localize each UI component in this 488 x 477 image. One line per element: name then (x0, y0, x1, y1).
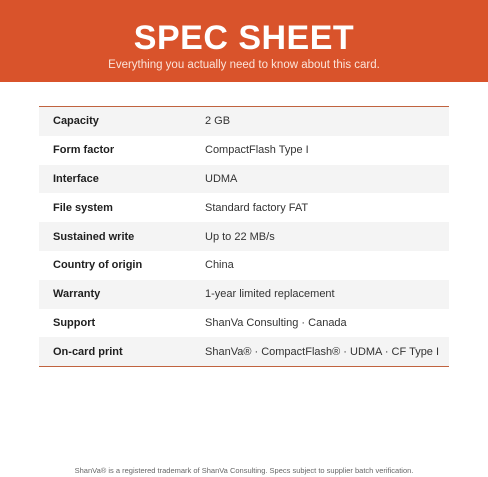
spec-label: Country of origin (53, 259, 143, 272)
spec-value: ShanVa® · CompactFlash® · UDMA · CF Type I (205, 345, 440, 358)
spec-value: Standard factory FAT (205, 201, 309, 214)
spec-value: Up to 22 MB/s (205, 230, 275, 243)
spec-value: UDMA (205, 172, 238, 185)
spec-row-warranty (39, 280, 449, 309)
spec-label: Warranty (53, 288, 101, 301)
spec-row-sustained-write (39, 222, 449, 251)
spec-label: File system (53, 201, 113, 214)
spec-value: ShanVa Consulting · Canada (205, 316, 347, 329)
page-title: SPEC SHEET (133, 19, 355, 57)
spec-row-file-system (39, 193, 449, 222)
spec-value: 2 GB (205, 115, 231, 128)
footer-disclaimer: ShanVa® is a registered trademark of ShanVa Consulting. Specs subject to supplier batch verification. (74, 466, 414, 475)
spec-value: China (205, 259, 234, 272)
spec-label: Interface (53, 172, 99, 185)
spec-label: Form factor (53, 144, 115, 157)
spec-row-capacity (39, 107, 449, 136)
spec-label: Sustained write (53, 230, 135, 243)
spec-value: CompactFlash Type I (205, 144, 309, 157)
spec-row-interface (39, 165, 449, 194)
spec-label: On-card print (53, 345, 123, 358)
spec-row-form-factor (39, 136, 449, 165)
spec-row-country-of-origin (39, 251, 449, 280)
spec-table (39, 106, 449, 367)
spec-value: 1-year limited replacement (205, 288, 335, 301)
page-subtitle: Everything you actually need to know about this card. (108, 59, 380, 71)
spec-label: Support (53, 316, 96, 329)
spec-row-support (39, 309, 449, 338)
header-banner (0, 0, 488, 82)
spec-row-on-card-print (39, 337, 449, 366)
spec-label: Capacity (53, 115, 99, 128)
